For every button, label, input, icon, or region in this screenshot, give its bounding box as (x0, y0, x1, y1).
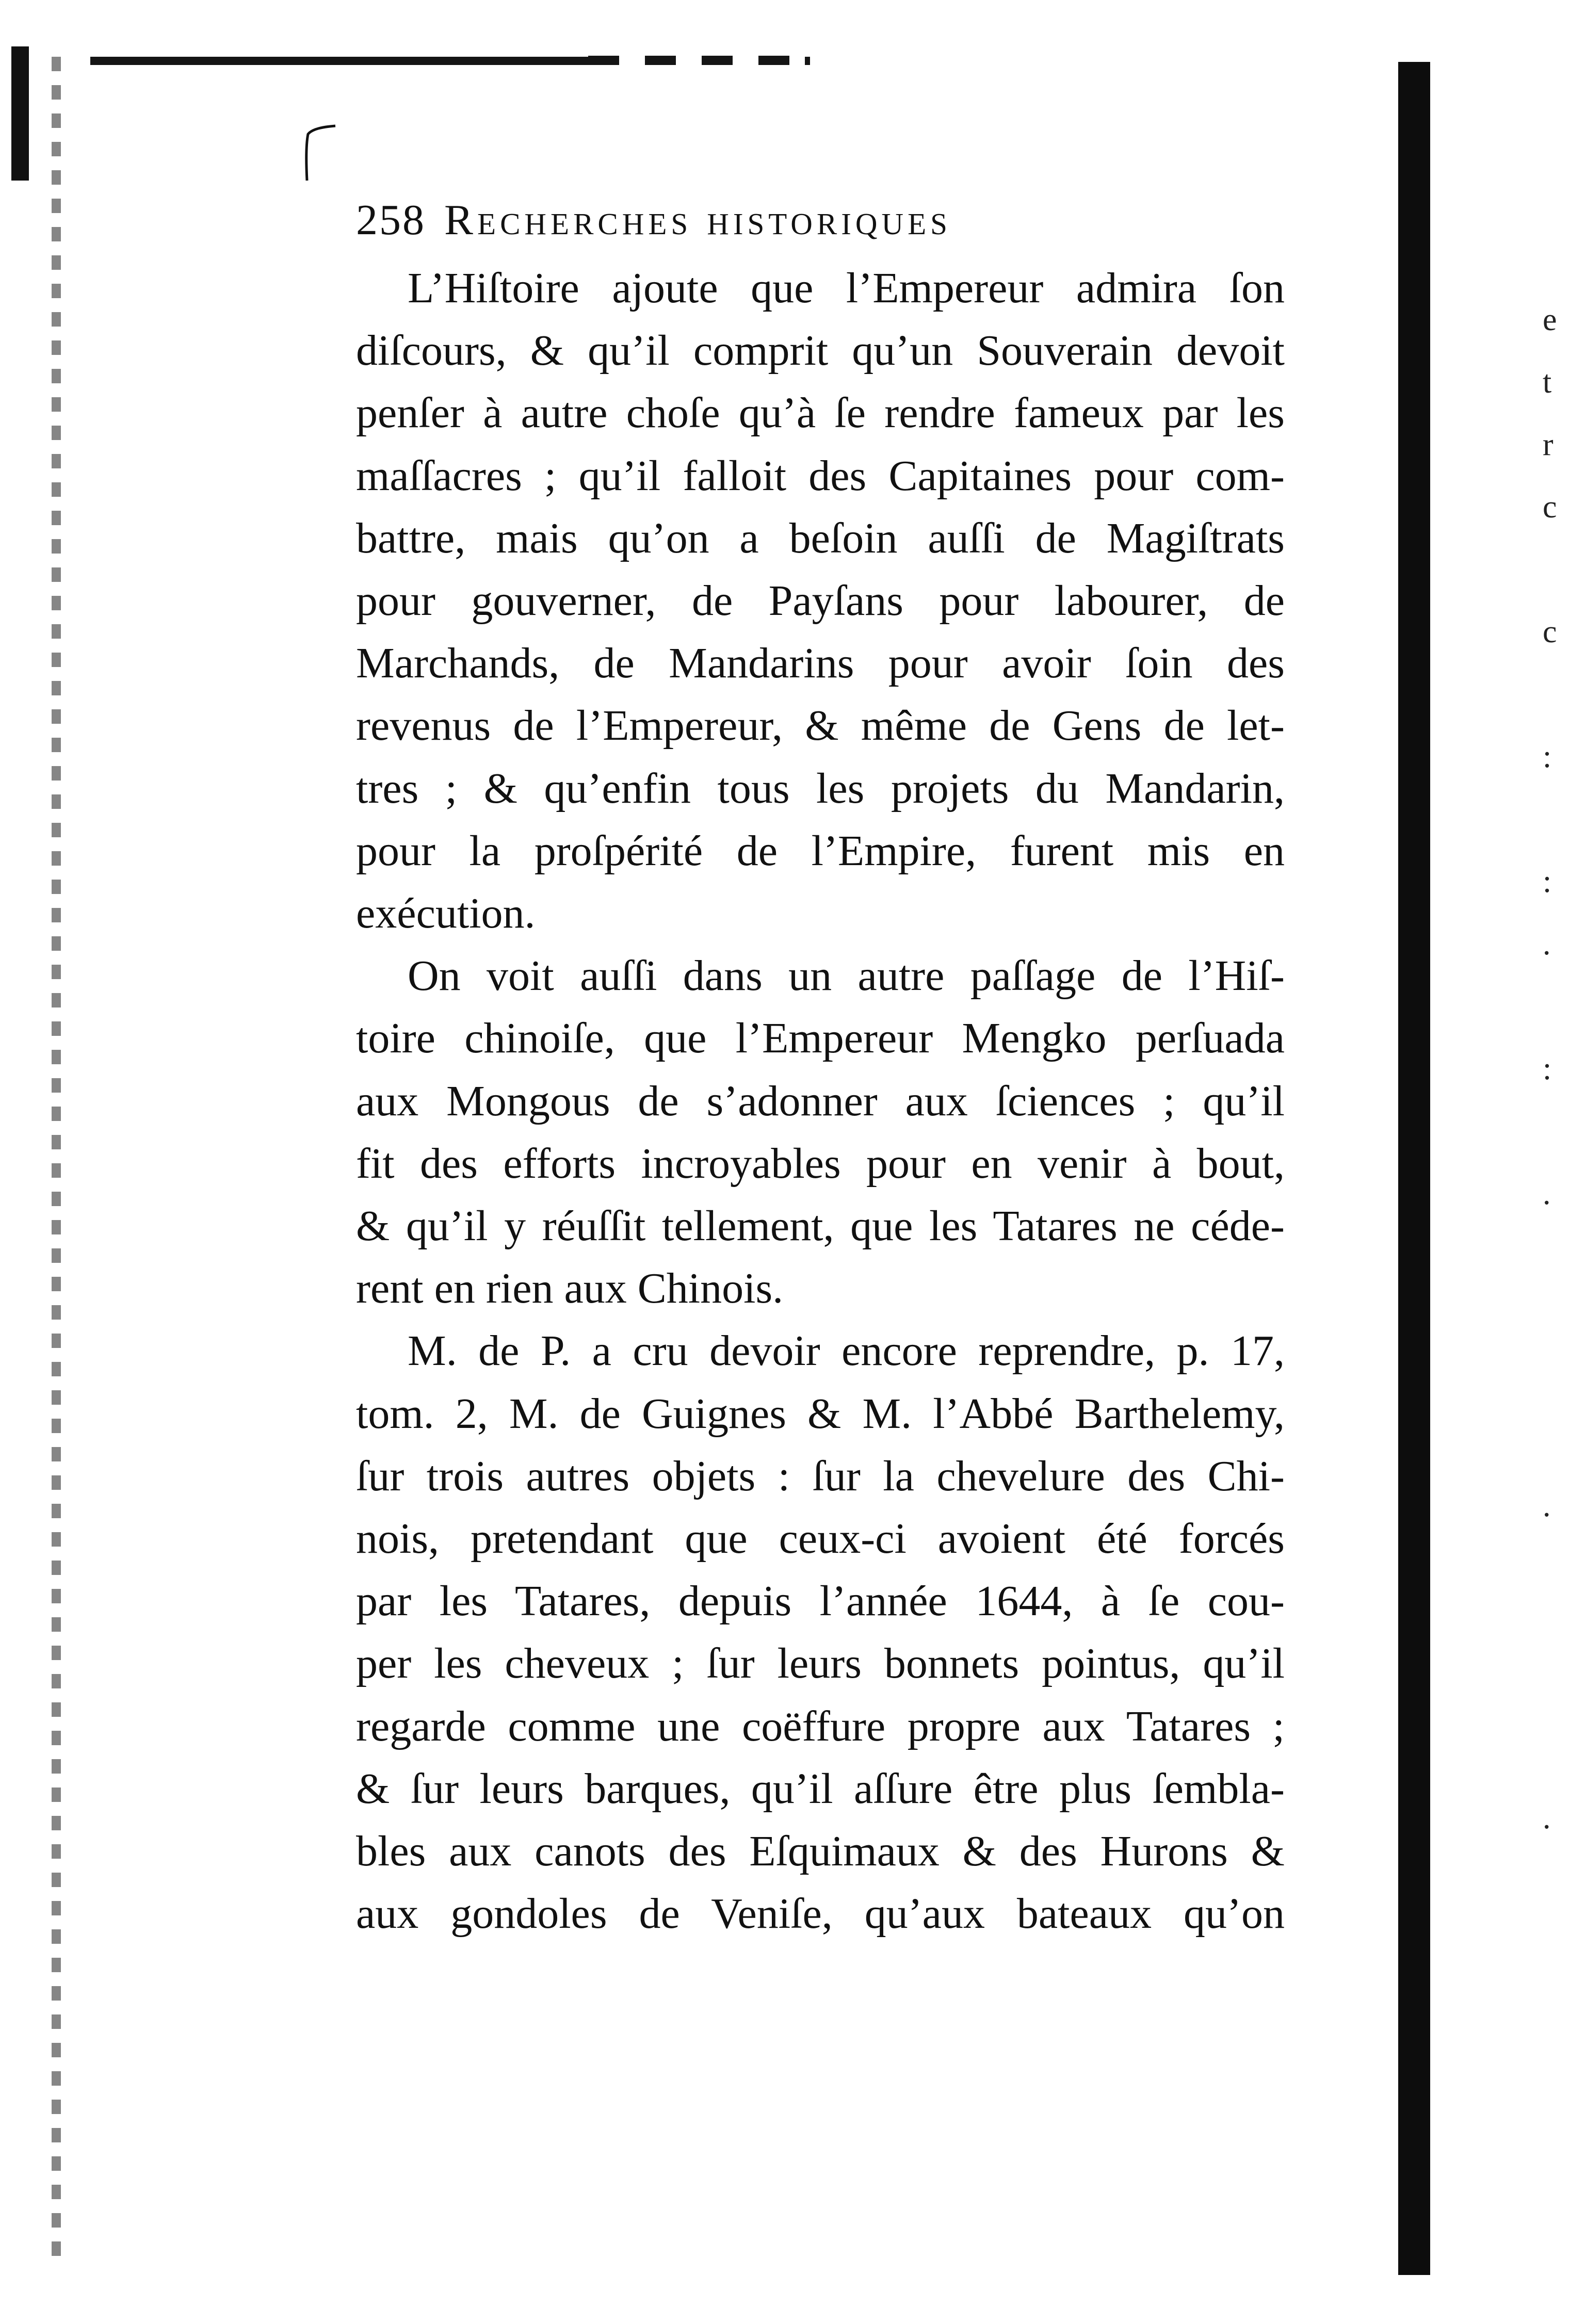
scan-gutter-bar (1398, 62, 1430, 2275)
bleed-char (1543, 1662, 1563, 1725)
text-line: pour la proſpérité de l’Empire, furent mis en (356, 826, 1285, 875)
bleed-char: c (1543, 614, 1557, 649)
paragraph (356, 1320, 1285, 1945)
text-line: aux gondoles de Veniſe, qu’aux bateaux qu’on (356, 1890, 1285, 1938)
bleed-char (1543, 1537, 1563, 1600)
paragraph (356, 257, 1285, 945)
bleed-char: . (1543, 1800, 1551, 1835)
bleed-char: r (1543, 427, 1553, 462)
text-line: tres ; & qu’enfin tous les projets du Mandarin, (356, 764, 1285, 812)
bleed-char (1543, 1725, 1563, 1787)
bleed-char (1543, 1849, 1563, 1912)
bleed-char: t (1543, 365, 1552, 400)
bleed-char: e (1543, 302, 1557, 337)
text-line: & qu’il y réuſſit tellement, que les Tatares ne céde- (356, 1202, 1285, 1250)
text-line: revenus de l’Empereur, & même de Gens de let- (356, 702, 1285, 750)
text-line: par les Tatares, depuis l’année 1644, à ſe cou- (356, 1577, 1285, 1626)
bleed-char (1543, 1600, 1563, 1662)
scan-edge-left-dots (52, 57, 61, 2270)
page-number: 258 (356, 196, 426, 244)
bleed-char: : (1543, 739, 1552, 774)
bleed-char (1543, 1350, 1563, 1412)
text-line: & ſur leurs barques, qu’il aſſure être plus ſembla- (356, 1764, 1285, 1813)
bleed-char: c (1543, 490, 1557, 525)
bleed-char (1543, 539, 1563, 601)
text-line: battre, mais qu’on a beſoin auſſi de Magiſtrats (356, 514, 1285, 562)
running-head (356, 195, 1285, 257)
adjacent-page-bleed (1543, 289, 1563, 1940)
text-line: rent en rien aux Chinois. (356, 1264, 784, 1313)
text-line: toire chinoiſe, que l’Empereur Mengko perſuada (356, 1014, 1285, 1063)
text-line: On voit auſſi dans un autre paſſage de l’Hiſ- (408, 952, 1285, 1000)
scan-edge-left (11, 46, 29, 181)
text-line: aux Mongous de s’adonner aux ſciences ; qu’il (356, 1077, 1285, 1125)
bleed-char (1543, 1412, 1563, 1475)
bleed-char: . (1543, 1488, 1551, 1523)
text-line: Marchands, de Mandarins pour avoir ſoin des (356, 639, 1285, 688)
bleed-char: : (1543, 1051, 1552, 1086)
text-line: maſſacres ; qu’il falloit des Capitaines pour com- (356, 451, 1285, 500)
text-line: ſur trois autres objets : ſur la chevelure des Chi- (356, 1452, 1285, 1500)
text-line: exécution. (356, 889, 536, 938)
book-page (356, 195, 1285, 1945)
bleed-char (1543, 976, 1563, 1038)
text-line: nois, pretendant que ceux-ci avoient été forcés (356, 1515, 1285, 1563)
bleed-char: : (1543, 864, 1552, 899)
text-line: per les cheveux ; ſur leurs bonnets pointus, qu’il (356, 1639, 1285, 1688)
text-line: bles aux canots des Eſquimaux & des Hurons & (356, 1827, 1285, 1876)
corner-mark-glyph (297, 124, 338, 186)
text-line: pour gouverner, de Payſans pour labourer, de (356, 577, 1285, 625)
text-line: M. de P. a cru devoir encore reprendre, p. 17, (408, 1327, 1285, 1375)
bleed-char (1543, 1225, 1563, 1288)
bleed-char (1543, 1100, 1563, 1163)
text-line: tom. 2, M. de Guignes & M. l’Abbé Barthelemy, (356, 1389, 1285, 1438)
text-line: diſcours, & qu’il comprit qu’un Souverain devoit (356, 327, 1285, 375)
bleed-char (1543, 663, 1563, 726)
paragraph (356, 945, 1285, 1320)
scan-top-rule-dashes (588, 56, 805, 65)
bleed-char (1543, 788, 1563, 851)
bleed-char (1543, 1288, 1563, 1350)
text-line: regarde comme une coëffure propre aux Tatares ; (356, 1702, 1285, 1750)
bleed-char: . (1543, 1176, 1551, 1211)
text-line: fit des efforts incroyables pour en venir à bout, (356, 1139, 1285, 1188)
text-line: penſer à autre choſe qu’à ſe rendre fameux par les (356, 389, 1285, 437)
bleed-char: . (1543, 927, 1551, 962)
running-title: Recherches historiques (444, 196, 951, 244)
text-line: L’Hiſtoire ajoute que l’Empereur admira ſon (408, 264, 1285, 312)
